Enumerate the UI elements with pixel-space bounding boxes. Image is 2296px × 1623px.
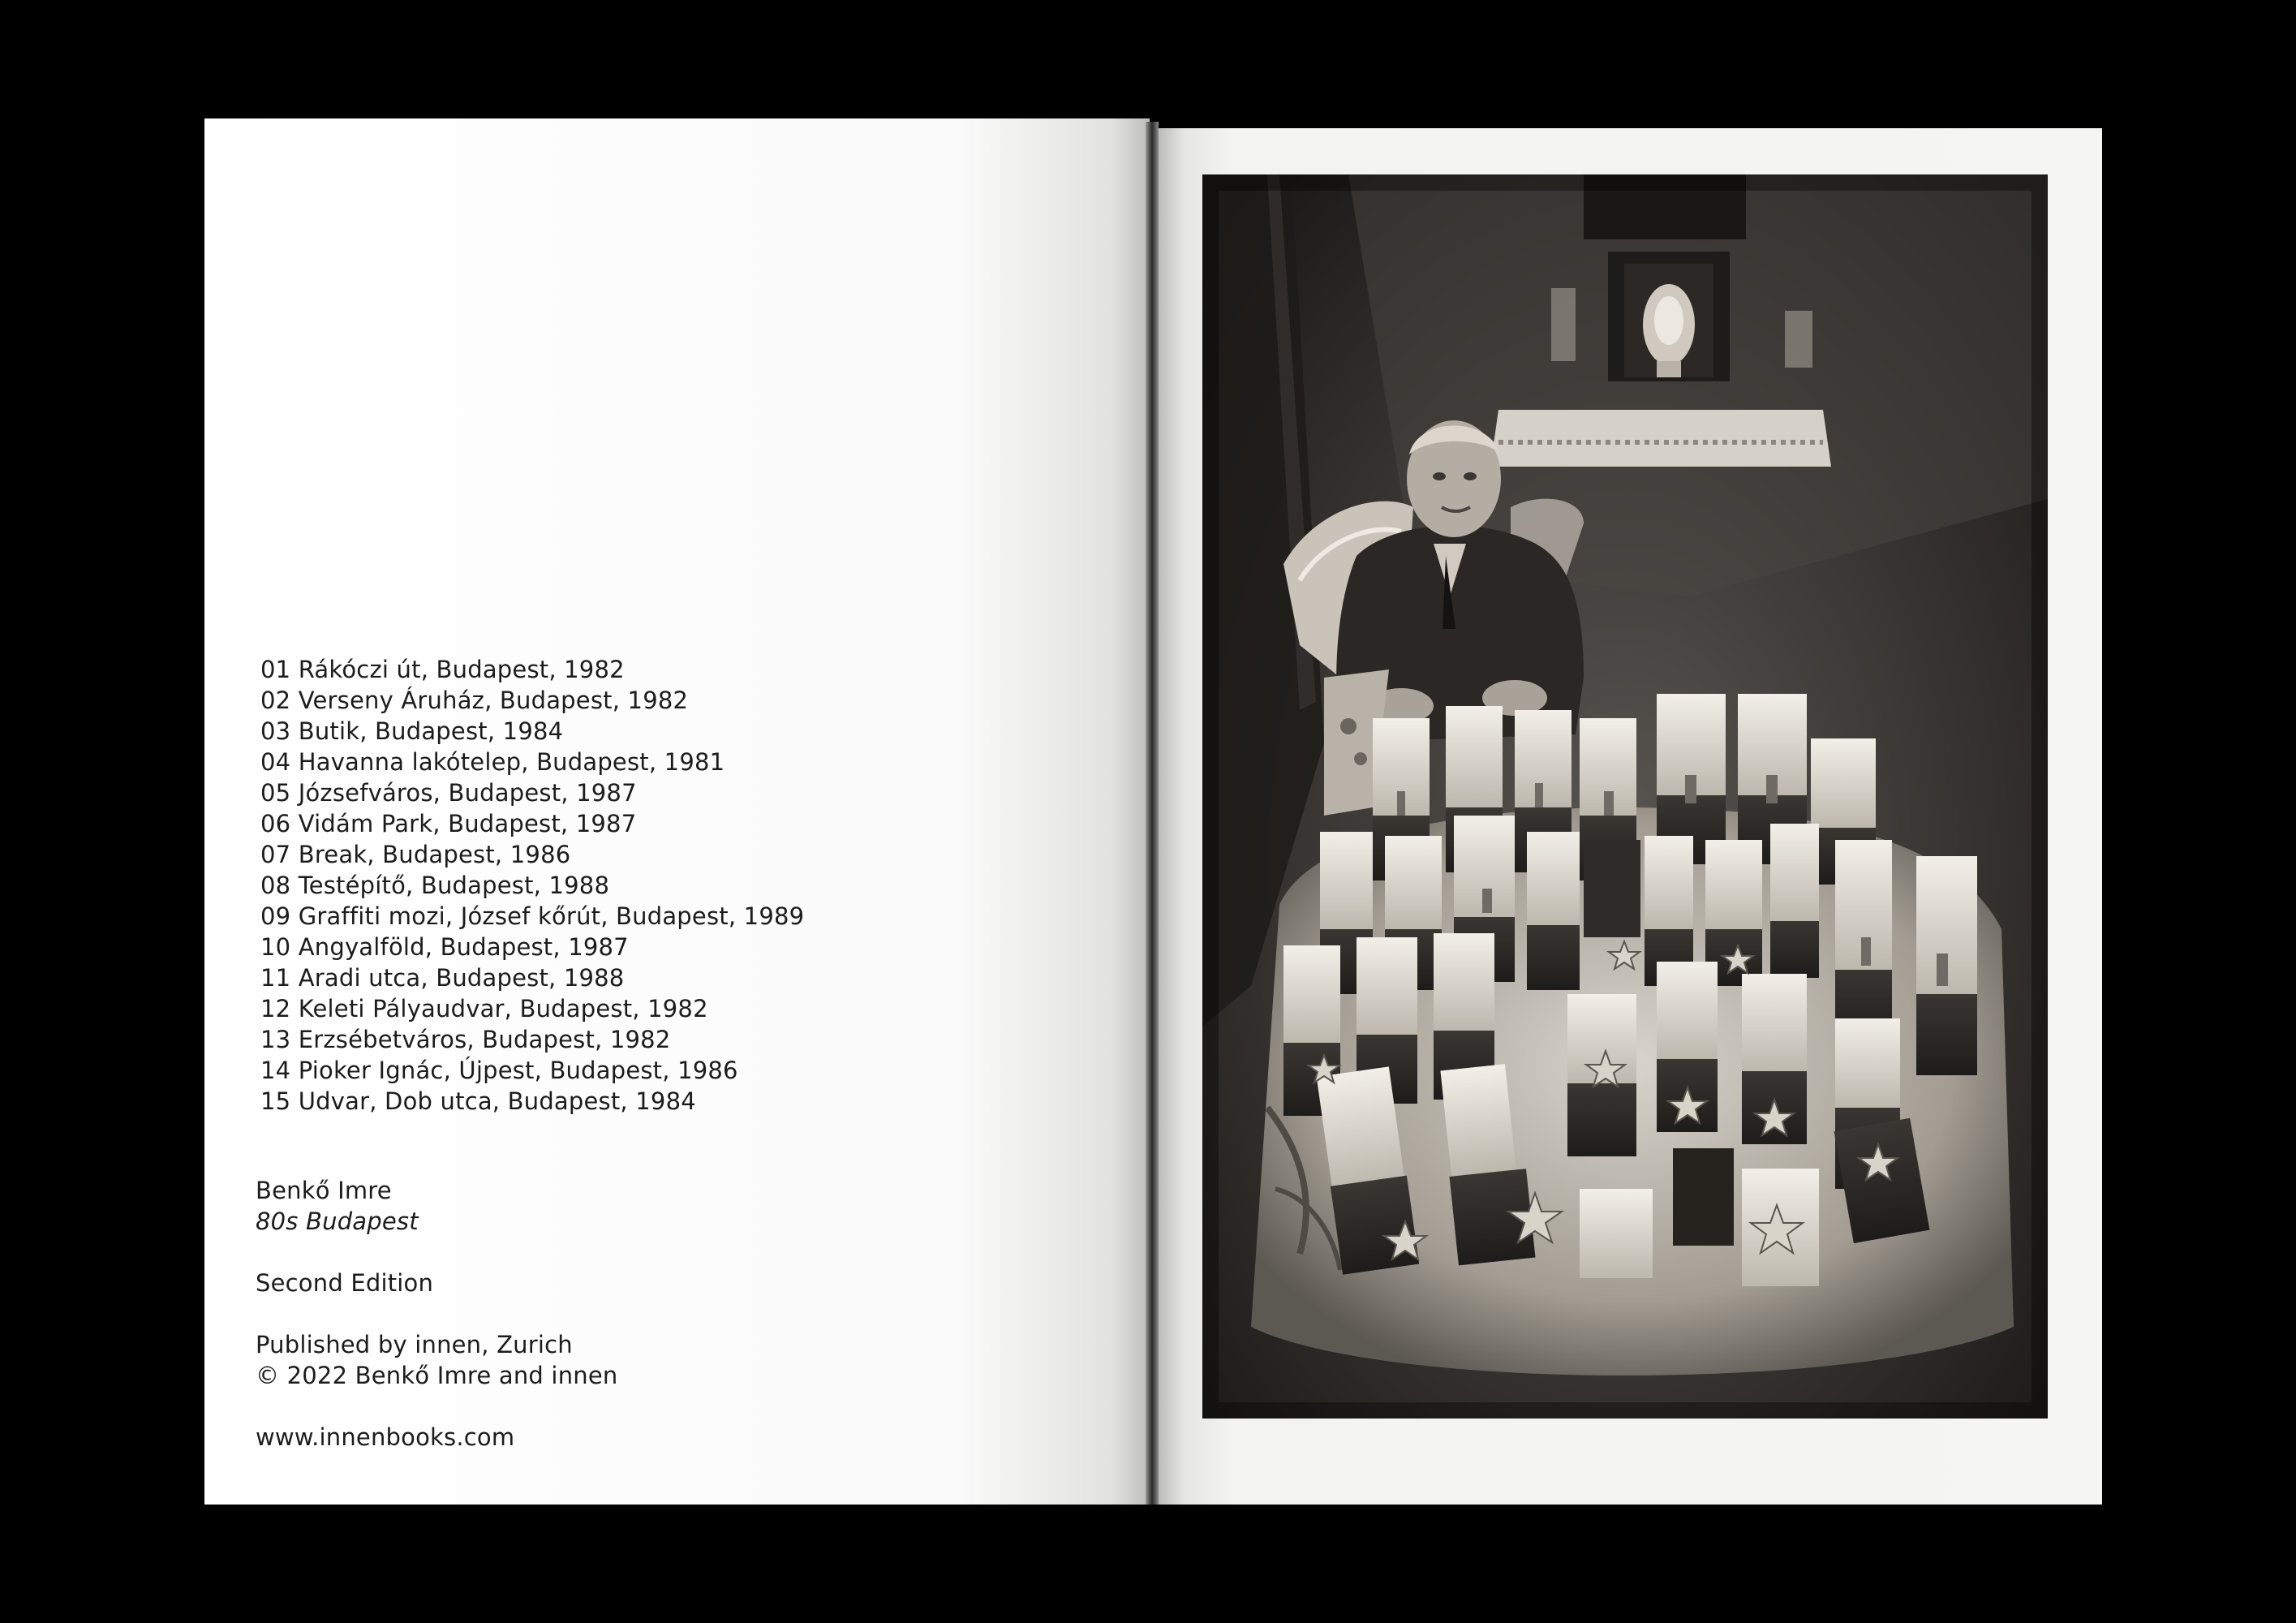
colophon	[256, 1175, 617, 1453]
book-gutter	[1146, 122, 1159, 1505]
caption-item: 09 Graffiti mozi, József kőrút, Budapest, 1989	[260, 902, 805, 930]
caption-item: 13 Erzsébetváros, Budapest, 1982	[260, 1026, 671, 1053]
photo-caption-list	[260, 654, 804, 1117]
caption-item: 04 Havanna lakótelep, Budapest, 1981	[260, 748, 725, 776]
book-title: 80s Budapest	[256, 1208, 419, 1235]
caption-item: 08 Testépítő, Budapest, 1988	[260, 872, 610, 899]
caption-item: 02 Verseny Áruház, Budapest, 1982	[260, 687, 689, 714]
caption-item: 03 Butik, Budapest, 1984	[260, 717, 564, 745]
caption-item: 15 Udvar, Dob utca, Budapest, 1984	[260, 1087, 696, 1115]
edition-label: Second Edition	[256, 1269, 434, 1297]
author-name: Benkő Imre	[256, 1177, 392, 1204]
photograph-man-with-medals	[1202, 174, 2048, 1419]
caption-item: 11 Aradi utca, Budapest, 1988	[260, 964, 625, 992]
caption-item: 12 Keleti Pályaudvar, Budapest, 1982	[260, 995, 708, 1022]
publisher-line: Published by innen, Zurich	[256, 1331, 573, 1358]
website-link: www.innenbooks.com	[256, 1423, 515, 1451]
caption-item: 06 Vidám Park, Budapest, 1987	[260, 810, 637, 837]
caption-item: 10 Angyalföld, Budapest, 1987	[260, 933, 629, 961]
caption-item: 07 Break, Budapest, 1986	[260, 841, 571, 868]
caption-item: 05 Józsefváros, Budapest, 1987	[260, 779, 637, 807]
caption-item: 14 Pioker Ignác, Újpest, Budapest, 1986	[260, 1057, 738, 1084]
copyright-line: © 2022 Benkő Imre and innen	[256, 1362, 618, 1389]
caption-item: 01 Rákóczi út, Budapest, 1982	[260, 656, 625, 683]
